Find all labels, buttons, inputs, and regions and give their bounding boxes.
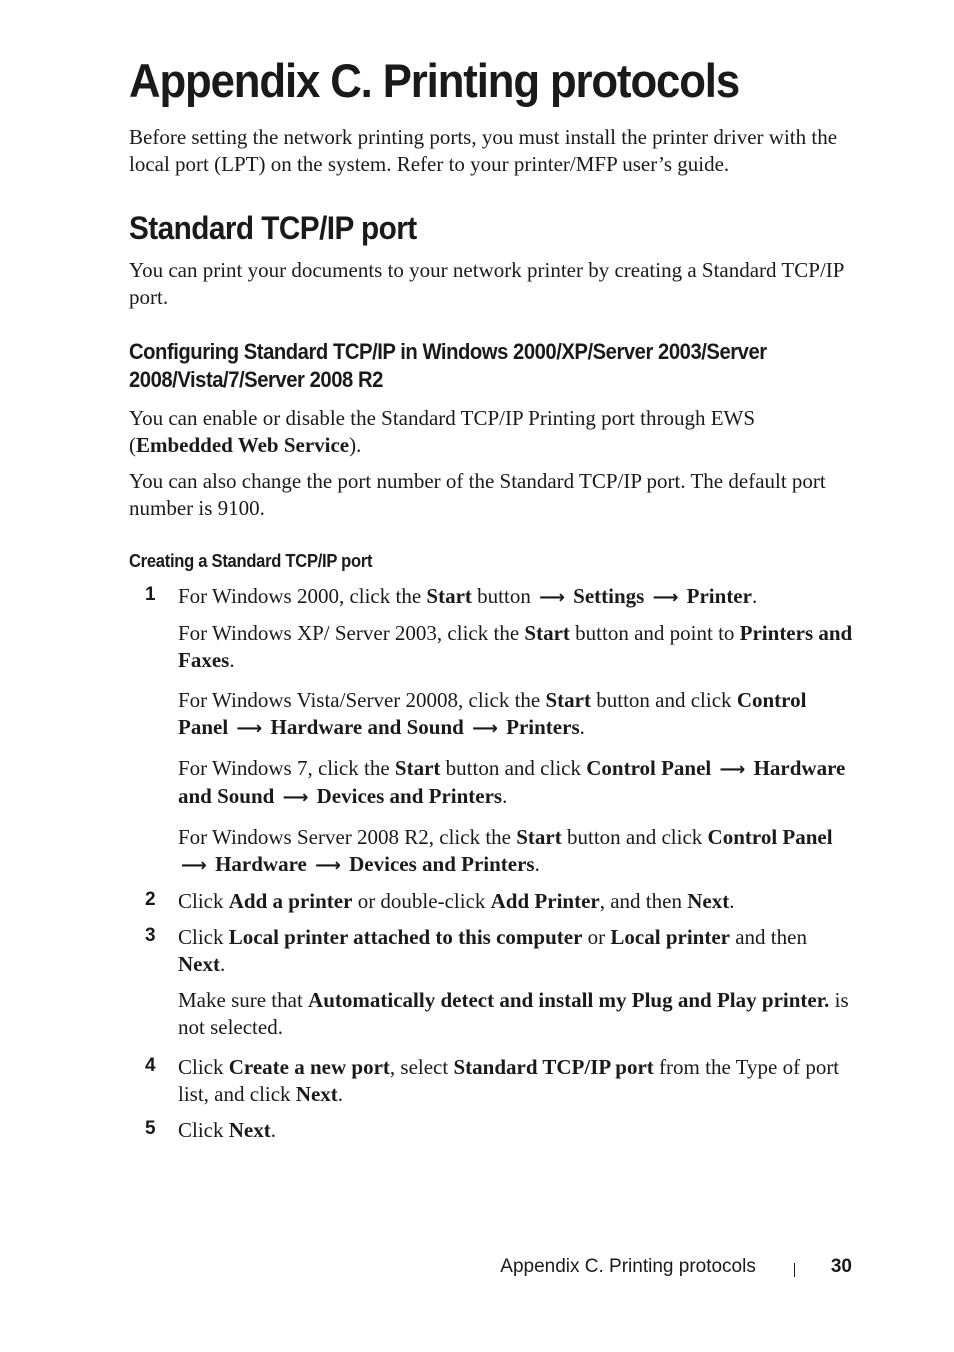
footer-divider [794, 1263, 795, 1277]
step-1-windows-7: For Windows 7, click the Start button and click Control Panel ⟶ Hardware and Sound ⟶ Devices and Printers. [178, 756, 846, 808]
footer-section-title: Appendix C. Printing protocols [500, 1256, 756, 1277]
arrow-icon: ⟶ [282, 787, 309, 808]
page-title: Appendix C. Printing protocols [129, 54, 740, 107]
page-number: 30 [830, 1256, 852, 1277]
arrow-icon: ⟶ [236, 718, 263, 739]
arrow-icon: ⟶ [472, 718, 498, 739]
page-footer [500, 1256, 852, 1278]
step-number: 3 [145, 925, 156, 946]
step-number: 2 [145, 889, 156, 910]
section-paragraph: You can print your documents to your network printer by creating a Standard TCP/IP port. [129, 258, 844, 309]
step-number: 1 [145, 584, 156, 605]
arrow-icon: ⟶ [315, 855, 341, 876]
step-2-text: Click Add a printer or double-click Add Printer, and then Next. [178, 889, 735, 913]
procedure-steps [129, 583, 854, 1144]
subsection-heading: Configuring Standard TCP/IP in Windows 2000/XP/Server 2003/Server 2008/Vista/7/Server 2008 R2 [129, 339, 767, 392]
step-4-text: Click Create a new port, select Standard TCP/IP port from the Type of port list, and click Next. [178, 1055, 840, 1106]
step-number: 4 [145, 1055, 156, 1076]
step-2 [129, 888, 854, 915]
step-4 [129, 1054, 854, 1108]
step-3-note: Make sure that Automatically detect and install my Plug and Play printer. is not selected. [178, 988, 849, 1039]
arrow-icon: ⟶ [652, 587, 679, 608]
arrow-icon: ⟶ [719, 759, 746, 780]
step-1-windows-2000: For Windows 2000, click the Start button ⟶ Settings ⟶ Printer. [178, 584, 758, 608]
step-5-text: Click Next. [178, 1118, 276, 1142]
step-3 [129, 924, 854, 1041]
step-3-text: Click Local printer attached to this computer or Local printer and then Next. [178, 925, 807, 976]
arrow-icon: ⟶ [539, 587, 565, 608]
step-1-windows-server-2008: For Windows Server 2008 R2, click the Start button and click Control Panel ⟶ Hardware ⟶ Devices and Printers. [178, 825, 833, 876]
step-1-windows-vista: For Windows Vista/Server 20008, click the Start button and click Control Panel ⟶ Hardware and Sound ⟶ Printers. [178, 688, 807, 739]
page-content [129, 52, 854, 1144]
section-heading: Standard TCP/IP port [129, 210, 417, 246]
ews-paragraph: You can enable or disable the Standard TCP/IP Printing port through EWS (Embedded Web Service). [129, 406, 756, 457]
step-number: 5 [145, 1118, 156, 1139]
step-1-windows-xp: For Windows XP/ Server 2003, click the Start button and point to Printers and Faxes. [178, 621, 853, 672]
intro-paragraph: Before setting the network printing ports, you must install the printer driver with the local port (LPT) on the system. Refer to your printer/MFP user’s guide. [129, 125, 838, 176]
port-number-paragraph: You can also change the port number of the Standard TCP/IP port. The default port number is 9100. [129, 469, 826, 520]
step-1 [129, 583, 854, 879]
arrow-icon: ⟶ [181, 855, 207, 876]
step-5 [129, 1117, 854, 1144]
procedure-heading: Creating a Standard TCP/IP port [129, 551, 373, 571]
